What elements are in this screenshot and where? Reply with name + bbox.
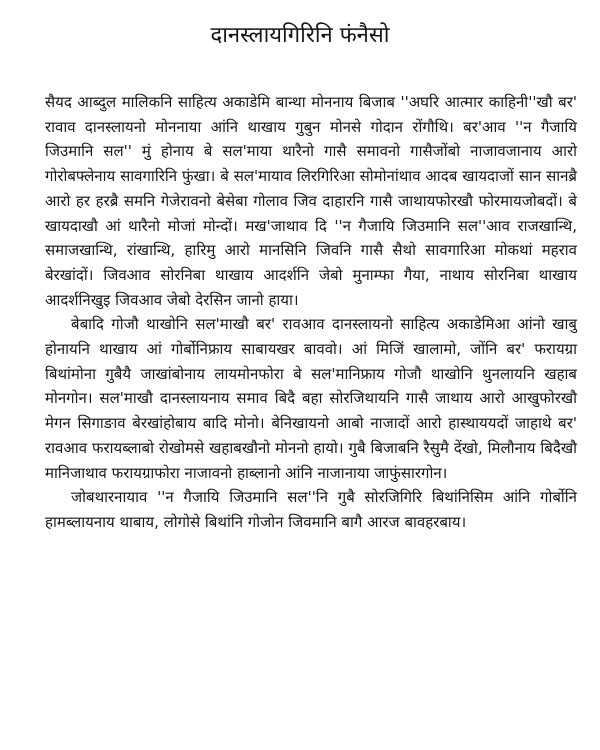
document-body	[45, 90, 577, 535]
page-title: दानस्लायगिरिनि फंनैसो	[210, 23, 390, 48]
paragraph-3: जोबथारनायाव ''न गैजायि जिउमानि सल''नि गुबै सोरजिगिरि बिथांनिसिम आंनि गोर्बोनि हामब्लायनाय थाबाय, लोगोसे बिथांनि गोजोन जिवमानि बागै आरज बावहरबाय।	[45, 488, 577, 531]
paragraph-1: सैयद आब्दुल मालिकनि साहित्य अकाडेमि बान्था मोननाय बिजाब ''अघरि आत्मार काहिनी''खौ बर' रावाव दानस्लायनो मोननाया आंनि थाखाय गुबुन मोनसे गोदान रोंगौथि। बर'आव ''न गैजायि जिउमानि सल'' मुं होनाय बे सल'माया थारैनो गासै समावनो गासैजोंबो नाजावजानाय आरो गोरोबफ्लेनाय सावगारिनि फुंखा। बे सल'मायाव लिरगिरिआ सोमोनांथाव आदब खायदाजों सान सानब्रै आरो हर हरब्रै समनि गेजेरावनो बेसेबा गोलाव जिव दाहारनि गासै जाथायफोरखौ फोरमायजोबदों। बे खायदाखौ आं थारैनो मोजां मोन्दों। मख'जाथाव दि ''न गैजायि जिउमानि सल''आव राजखान्थि, समाजखान्थि, रांखान्थि, हारिमु आरो मानसिनि जिवनि गासै सैथो सावगारिआ मोकथां महराव बेरखांदों। जिवआव सोरनिबा थाखाय आदर्शनि जेबो मुनाम्फा गैया, नाथाय सोरनिबा थाखाय आदर्शनिखुइ जिवआव जेबो देरसिन जानो हाया।	[45, 93, 577, 309]
paragraph-2: बेबादि गोजौ थाखोनि सल'माखौ बर' रावआव दानस्लायनो साहित्य अकाडेमिआ आंनो खाबु होनायनि थाखाय आं गोर्बोनिफ्राय साबायखर बाववो। आं मिजिं खालामो, जोंनि बर' फरायग्रा बिथांमोना गुबैयै जाखांबोनाय लायमोनफोरा बे सल'मानिफ्राय गोजौ थाखोनि थुनलायनि खहाब मोनगोन। सल'माखौ दानस्लायनाय समाव बिदै बहा सोरजिथायनि गासै जाथाय आरो आखुफोरखौ मेगन सिगाङाव बेरखांहोबाय बादि मोनो। बेनिखायनो आबो नाजादों आरो हास्थाययदों जाहाथे बर' रावआव फरायब्लाबो रोखोमसे खहाबखौनो मोननो हायो। गुबै बिजाबनि रैसुमै देंखो, मिलौनाय बिदैखौ मानिजाथाव फरायग्राफोरा नाजावनो हाब्लानो आंनि नाजानाया जाफुंसारगोन।	[45, 315, 577, 482]
